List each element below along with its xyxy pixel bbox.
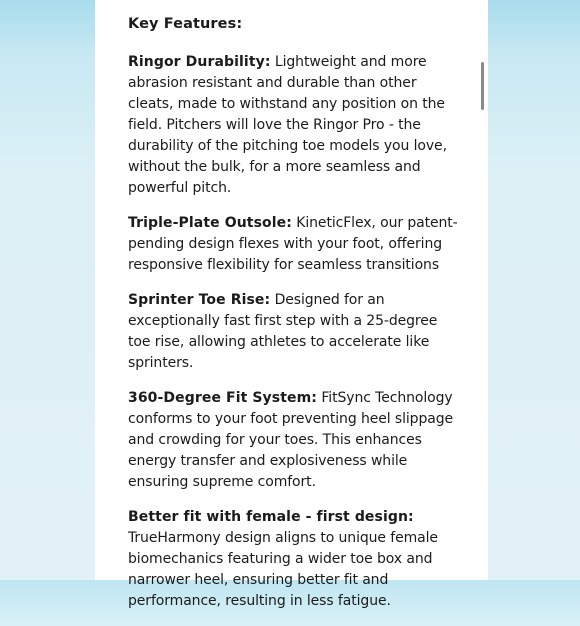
feature-text: Designed for an exceptionally fast first step with a 25-degree toe rise, allowing athletes to accelerate like sprinters. <box>128 292 438 371</box>
feature-title: 360-Degree Fit System: <box>128 390 317 406</box>
scrollbar-thumb[interactable] <box>481 62 484 110</box>
key-features-heading: Key Features: <box>128 16 243 32</box>
feature-title: Triple-Plate Outsole: <box>128 215 292 231</box>
feature-triple-plate-outsole <box>128 213 458 276</box>
feature-title: Better fit with female - first design: <box>128 509 414 525</box>
feature-ringor-durability <box>128 52 458 199</box>
feature-title: Sprinter Toe Rise: <box>128 292 271 308</box>
background-right <box>488 0 580 580</box>
feature-sprinter-toe-rise <box>128 290 458 374</box>
feature-title: Ringor Durability: <box>128 54 271 70</box>
product-description-card <box>95 0 488 609</box>
background-left <box>0 0 95 580</box>
feature-360-degree-fit-system <box>128 388 458 493</box>
feature-text: Lightweight and more abrasion resistant and durable than other cleats, made to withstand any position on the field. Pitchers will love the Ringor Pro - the durability of the pitching toe models you love, without the bulk, for a more seamless and powerful pitch. <box>128 54 447 196</box>
feature-better-fit-female <box>128 507 458 612</box>
description-content <box>128 14 458 626</box>
feature-text: TrueHarmony design aligns to unique female biomechanics featuring a wider toe box and narrower heel, ensuring better fit and performance, resulting in less fatigue. <box>128 530 438 609</box>
feature-text: FitSync Technology conforms to your foot preventing heel slippage and crowding for your toes. This enhances energy transfer and explosiveness while ensuring supreme comfort. <box>128 390 454 490</box>
feature-text: KineticFlex, our patent-pending design flexes with your foot, offering responsive flexibility for seamless transitions <box>128 215 458 273</box>
